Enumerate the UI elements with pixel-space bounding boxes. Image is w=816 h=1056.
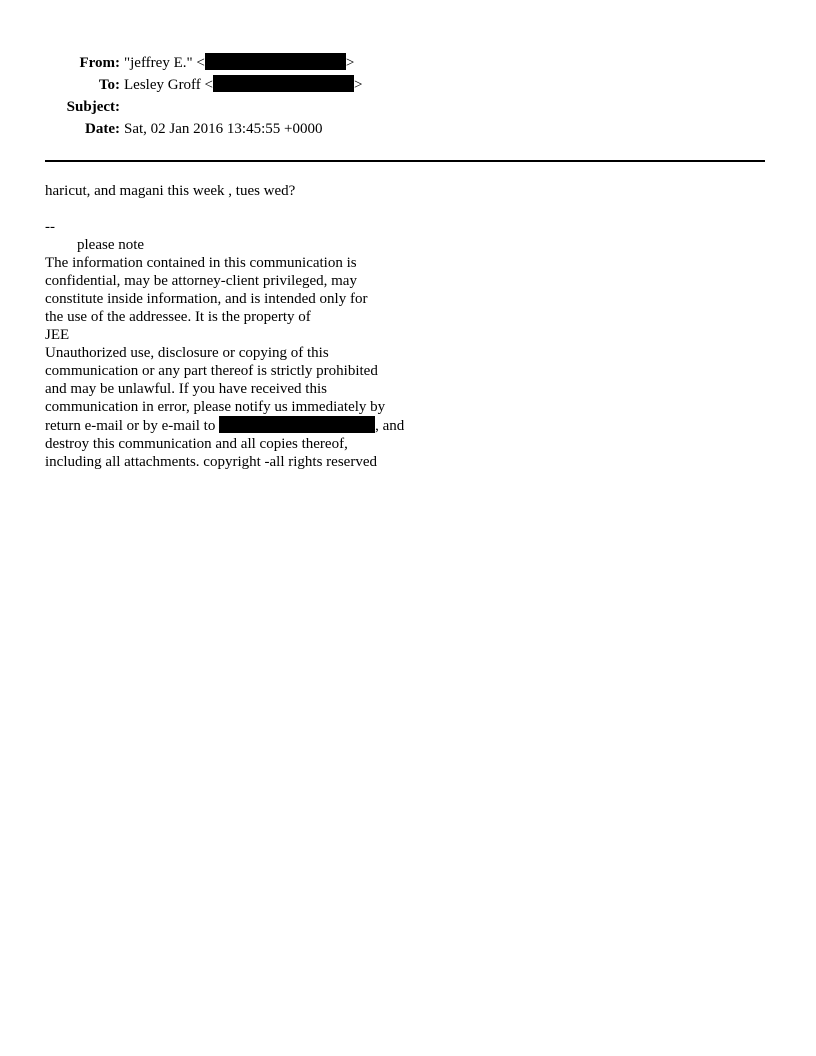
disclaimer-line: communication in error, please notify us immediately by [45, 399, 386, 415]
to-close: > [354, 77, 363, 93]
disclaimer-line: the use of the addressee. It is the property of [45, 309, 311, 325]
from-label: From: [79, 55, 120, 71]
from-value [124, 52, 354, 74]
header-divider [45, 160, 765, 162]
disclaimer-line: constitute inside information, and is intended only for [45, 291, 368, 307]
redaction-box [205, 53, 346, 70]
to-label: To: [98, 77, 120, 93]
redaction-box [213, 75, 354, 92]
subject-label: Subject: [66, 99, 120, 115]
please-note: please note [77, 237, 145, 253]
disclaimer-line: communication or any part thereof is strictly prohibited [45, 363, 378, 379]
return-suffix: , and [375, 418, 405, 434]
email-header [0, 52, 816, 140]
disclaimer-line: including all attachments. copyright -all rights reserved [45, 454, 377, 470]
email-body [45, 182, 445, 471]
disclaimer-line: confidential, may be attorney-client privileged, may [45, 273, 357, 289]
disclaimer-line: destroy this communication and all copies thereof, [45, 436, 348, 452]
disclaimer-line: JEE [45, 327, 70, 343]
date-label: Date: [85, 121, 120, 137]
to-name: Lesley Groff < [124, 77, 213, 93]
to-row [0, 74, 816, 96]
subject-row [0, 96, 816, 118]
disclaimer-line: Unauthorized use, disclosure or copying of this [45, 345, 329, 361]
disclaimer-line [45, 416, 445, 435]
date-row [0, 118, 816, 140]
date-value: Sat, 02 Jan 2016 13:45:55 +0000 [124, 121, 323, 137]
signature-separator: -- [45, 219, 55, 235]
from-close: > [345, 55, 355, 71]
redaction-box [219, 416, 375, 433]
return-prefix: return e-mail or by e-mail to [45, 418, 220, 434]
disclaimer-line: and may be unlawful. If you have received this [45, 381, 327, 397]
to-value [124, 74, 362, 96]
message-text: haricut, and magani this week , tues wed? [45, 183, 296, 199]
from-row [0, 52, 816, 74]
from-name: "jeffrey E." < [124, 55, 205, 71]
disclaimer-line: The information contained in this communication is [45, 255, 357, 271]
